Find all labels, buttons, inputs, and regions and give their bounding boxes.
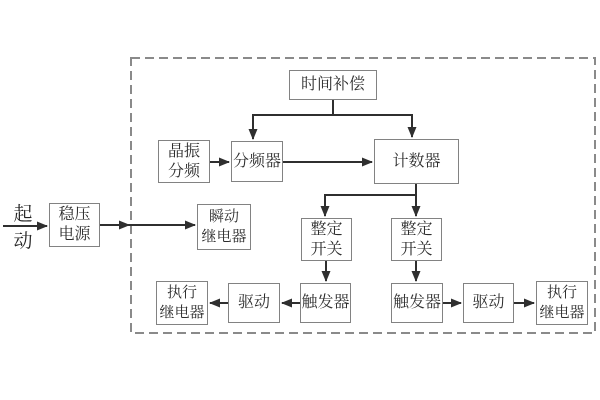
node-frequency-divider [231, 141, 283, 182]
start-label-line2: 动 [13, 231, 33, 252]
node-instant-relay [197, 204, 251, 250]
node-exec-relay-right [536, 281, 588, 325]
node-exec-relay-left-line1: 执行 [166, 284, 197, 301]
node-time-compensation [289, 70, 377, 100]
node-regulated-power-line1: 稳压 [58, 206, 91, 223]
node-time-compensation-label: 时间补偿 [300, 76, 365, 93]
node-frequency-divider-label: 分频器 [232, 152, 281, 170]
node-instant-relay-line2: 继电器 [201, 228, 247, 245]
node-crystal-divider-line2: 分频 [167, 162, 200, 180]
node-trigger-left-label: 触发器 [301, 294, 350, 311]
node-driver-left [228, 283, 280, 323]
node-exec-relay-right-line2: 继电器 [539, 304, 585, 321]
node-setting-switch-left-line2: 开关 [310, 240, 343, 258]
node-setting-switch-right-line1: 整定 [400, 220, 433, 238]
node-driver-right-label: 驱动 [472, 294, 505, 311]
node-exec-relay-right-line1: 执行 [546, 284, 577, 301]
node-crystal-divider-line1: 晶振 [167, 142, 200, 160]
node-counter-label: 计数器 [392, 152, 441, 170]
node-setting-switch-right-line2: 开关 [400, 240, 433, 258]
start-label-line1: 起 [13, 204, 33, 225]
node-counter [374, 139, 459, 184]
node-regulated-power-line2: 电源 [58, 226, 91, 243]
node-exec-relay-left-line2: 继电器 [159, 304, 205, 321]
node-crystal-divider [158, 140, 210, 183]
node-setting-switch-left-line1: 整定 [310, 220, 343, 238]
node-exec-relay-left [156, 281, 208, 325]
start-input-label [9, 201, 37, 255]
node-instant-relay-line1: 瞬动 [208, 208, 239, 225]
node-driver-right [463, 283, 514, 323]
node-setting-switch-left [301, 218, 352, 261]
node-setting-switch-right [391, 218, 442, 261]
node-trigger-right [391, 283, 443, 323]
node-regulated-power [49, 203, 100, 247]
node-driver-left-label: 驱动 [237, 294, 270, 311]
node-trigger-right-label: 触发器 [392, 294, 441, 311]
node-trigger-left [300, 283, 351, 323]
